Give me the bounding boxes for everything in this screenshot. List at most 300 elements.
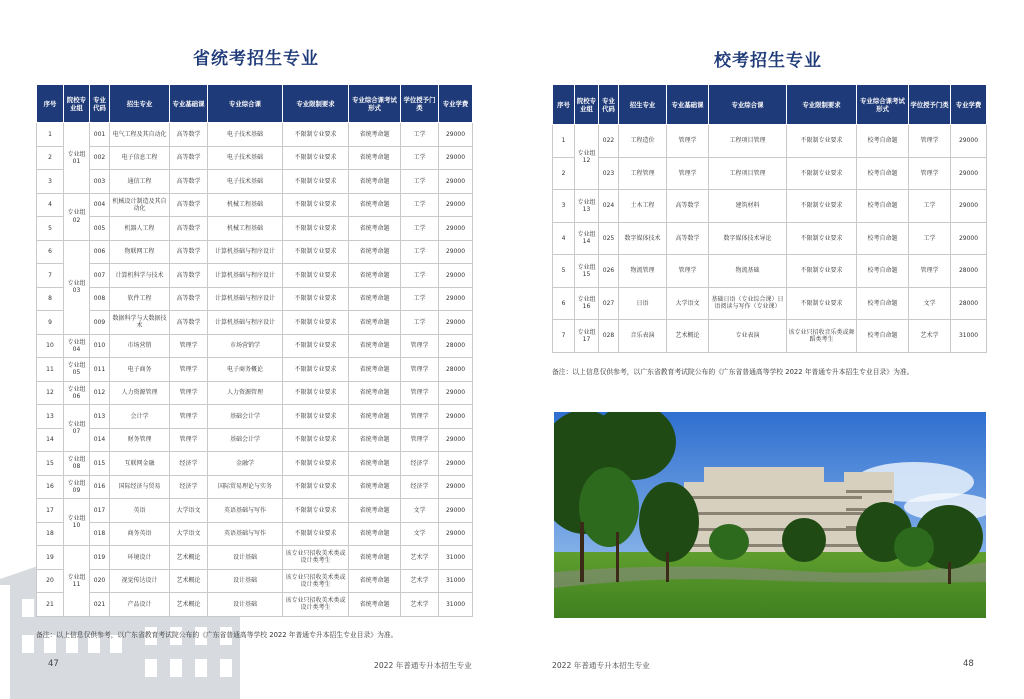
cell-code: 012 xyxy=(90,381,110,405)
cell-tuition: 29000 xyxy=(439,475,473,499)
cell-restriction: 该专业只招收音乐类或舞蹈类考生 xyxy=(787,320,857,353)
col-header-tuition: 专业学费 xyxy=(439,85,473,123)
cell-comprehensive-course: 专业表演 xyxy=(709,320,787,353)
cell-tuition: 29000 xyxy=(439,452,473,476)
cell-code: 009 xyxy=(90,311,110,335)
table-row xyxy=(37,334,473,358)
cell-index: 1 xyxy=(553,125,575,158)
cell-exam-form: 省统考命题 xyxy=(349,522,401,546)
table-row xyxy=(553,157,987,190)
cell-major: 环境设计 xyxy=(110,546,170,570)
cell-group: 专业组14 xyxy=(575,222,599,255)
cell-group: 专业组08 xyxy=(64,452,90,476)
cell-group: 专业组06 xyxy=(64,381,90,405)
cell-comprehensive-course: 机械工程基础 xyxy=(208,217,283,241)
cell-index: 14 xyxy=(37,428,64,452)
cell-comprehensive-course: 基础日语（专业综合课）日语阅读与写作（专业课） xyxy=(709,287,787,320)
table-row xyxy=(37,193,473,217)
cell-basic-course: 高等数学 xyxy=(170,146,208,170)
table-row xyxy=(37,475,473,499)
cell-degree: 文学 xyxy=(401,499,439,523)
cell-index: 11 xyxy=(37,358,64,382)
cell-exam-form: 校考自命题 xyxy=(857,255,909,288)
col-header-group: 院校专业组 xyxy=(575,85,599,125)
cell-basic-course: 大学语文 xyxy=(170,499,208,523)
table-row xyxy=(37,264,473,288)
table-row xyxy=(553,320,987,353)
col-header-major: 招生专业 xyxy=(619,85,667,125)
table-header-row xyxy=(553,85,987,125)
cell-exam-form: 省统考命题 xyxy=(349,193,401,217)
cell-exam-form: 省统考命题 xyxy=(349,287,401,311)
cell-comprehensive-course: 电子技术基础 xyxy=(208,146,283,170)
cell-index: 20 xyxy=(37,569,64,593)
cell-restriction: 不限制专业要求 xyxy=(787,125,857,158)
cell-comprehensive-course: 计算机基础与程序设计 xyxy=(208,240,283,264)
cell-comprehensive-course: 市场营销学 xyxy=(208,334,283,358)
cell-comprehensive-course: 基础会计学 xyxy=(208,428,283,452)
cell-comprehensive-course: 英语基础与写作 xyxy=(208,522,283,546)
cell-tuition: 28000 xyxy=(439,358,473,382)
cell-tuition: 28000 xyxy=(951,255,987,288)
cell-tuition: 29000 xyxy=(439,428,473,452)
cell-comprehensive-course: 物流基础 xyxy=(709,255,787,288)
table-row xyxy=(37,428,473,452)
cell-index: 10 xyxy=(37,334,64,358)
province-exam-majors-table xyxy=(36,84,473,617)
cell-index: 5 xyxy=(37,217,64,241)
cell-major: 数字媒体技术 xyxy=(619,222,667,255)
cell-degree: 艺术学 xyxy=(401,546,439,570)
cell-comprehensive-course: 计算机基础与程序设计 xyxy=(208,311,283,335)
table-row xyxy=(37,569,473,593)
cell-index: 21 xyxy=(37,593,64,617)
cell-degree: 工学 xyxy=(401,217,439,241)
cell-index: 3 xyxy=(37,170,64,194)
cell-exam-form: 省统考命题 xyxy=(349,311,401,335)
footer-caption: 2022 年普通专升本招生专业 xyxy=(552,661,650,670)
cell-basic-course: 高等数学 xyxy=(170,264,208,288)
cell-exam-form: 省统考命题 xyxy=(349,170,401,194)
cell-major: 市场营销 xyxy=(110,334,170,358)
cell-basic-course: 管理学 xyxy=(170,358,208,382)
cell-group: 专业组05 xyxy=(64,358,90,382)
cell-tuition: 29000 xyxy=(951,157,987,190)
cell-comprehensive-course: 设计基础 xyxy=(208,569,283,593)
cell-exam-form: 校考自命题 xyxy=(857,125,909,158)
cell-exam-form: 校考自命题 xyxy=(857,157,909,190)
table-row xyxy=(37,287,473,311)
table-row xyxy=(37,311,473,335)
page-number: 47 xyxy=(48,659,59,669)
cell-major: 电子信息工程 xyxy=(110,146,170,170)
cell-restriction: 不限制专业要求 xyxy=(283,170,349,194)
cell-basic-course: 高等数学 xyxy=(667,190,709,223)
cell-restriction: 不限制专业要求 xyxy=(787,255,857,288)
cell-index: 6 xyxy=(37,240,64,264)
cell-group: 专业组09 xyxy=(64,475,90,499)
cell-tuition: 29000 xyxy=(951,125,987,158)
cell-restriction: 不限制专业要求 xyxy=(787,157,857,190)
table-row xyxy=(37,170,473,194)
cell-exam-form: 校考自命题 xyxy=(857,287,909,320)
cell-code: 001 xyxy=(90,123,110,147)
cell-major: 日语 xyxy=(619,287,667,320)
cell-comprehensive-course: 金融学 xyxy=(208,452,283,476)
cell-major: 人力资源管理 xyxy=(110,381,170,405)
cell-tuition: 29000 xyxy=(439,264,473,288)
cell-tuition: 29000 xyxy=(951,190,987,223)
col-header-exam-form: 专业综合课考试形式 xyxy=(349,85,401,123)
cell-degree: 工学 xyxy=(909,222,951,255)
cell-comprehensive-course: 工程项目管理 xyxy=(709,157,787,190)
cell-restriction: 不限制专业要求 xyxy=(787,222,857,255)
cell-code: 023 xyxy=(599,157,619,190)
cell-index: 7 xyxy=(37,264,64,288)
cell-basic-course: 管理学 xyxy=(170,334,208,358)
cell-tuition: 29000 xyxy=(439,287,473,311)
cell-basic-course: 经济学 xyxy=(170,452,208,476)
cell-basic-course: 管理学 xyxy=(170,428,208,452)
cell-basic-course: 经济学 xyxy=(170,475,208,499)
cell-major: 计算机科学与技术 xyxy=(110,264,170,288)
cell-group: 专业组16 xyxy=(575,287,599,320)
cell-code: 024 xyxy=(599,190,619,223)
cell-exam-form: 省统考命题 xyxy=(349,240,401,264)
cell-major: 土木工程 xyxy=(619,190,667,223)
cell-basic-course: 艺术概论 xyxy=(667,320,709,353)
cell-comprehensive-course: 计算机基础与程序设计 xyxy=(208,264,283,288)
cell-code: 026 xyxy=(599,255,619,288)
cell-code: 013 xyxy=(90,405,110,429)
col-header-basic-course: 专业基础课 xyxy=(170,85,208,123)
cell-comprehensive-course: 电子商务概论 xyxy=(208,358,283,382)
cell-degree: 管理学 xyxy=(401,358,439,382)
cell-index: 4 xyxy=(553,222,575,255)
cell-degree: 经济学 xyxy=(401,452,439,476)
cell-comprehensive-course: 国际贸易理论与实务 xyxy=(208,475,283,499)
cell-code: 006 xyxy=(90,240,110,264)
cell-major: 音乐表演 xyxy=(619,320,667,353)
cell-group: 专业组11 xyxy=(64,546,90,617)
cell-major: 互联网金融 xyxy=(110,452,170,476)
cell-exam-form: 省统考命题 xyxy=(349,217,401,241)
cell-code: 027 xyxy=(599,287,619,320)
cell-tuition: 31000 xyxy=(439,569,473,593)
cell-restriction: 不限制专业要求 xyxy=(283,522,349,546)
cell-group: 专业组12 xyxy=(575,125,599,190)
cell-tuition: 29000 xyxy=(439,123,473,147)
cell-restriction: 不限制专业要求 xyxy=(283,311,349,335)
cell-comprehensive-course: 基础会计学 xyxy=(208,405,283,429)
cell-exam-form: 省统考命题 xyxy=(349,358,401,382)
cell-code: 018 xyxy=(90,522,110,546)
cell-basic-course: 管理学 xyxy=(170,381,208,405)
cell-code: 005 xyxy=(90,217,110,241)
cell-tuition: 29000 xyxy=(439,146,473,170)
disclaimer-note: 备注：以上信息仅供参考，以广东省教育考试院公布的《广东省普通高等学校 2022 年普通专升本招生专业目录》为准。 xyxy=(552,368,914,376)
cell-code: 017 xyxy=(90,499,110,523)
cell-basic-course: 艺术概论 xyxy=(170,546,208,570)
cell-degree: 工学 xyxy=(401,287,439,311)
cell-comprehensive-course: 工程项目管理 xyxy=(709,125,787,158)
table-row xyxy=(37,146,473,170)
cell-code: 016 xyxy=(90,475,110,499)
cell-major: 机械设计制造及其自动化 xyxy=(110,193,170,217)
cell-basic-course: 管理学 xyxy=(667,255,709,288)
cell-restriction: 不限制专业要求 xyxy=(283,452,349,476)
col-header-comprehensive-course: 专业综合课 xyxy=(709,85,787,125)
page-title-province-exam: 省统考招生专业 xyxy=(193,49,319,69)
cell-degree: 经济学 xyxy=(401,475,439,499)
cell-code: 007 xyxy=(90,264,110,288)
col-header-exam-form: 专业综合课考试形式 xyxy=(857,85,909,125)
cell-restriction: 该专业只招收美术类或设计类考生 xyxy=(283,569,349,593)
cell-restriction: 不限制专业要求 xyxy=(787,190,857,223)
cell-code: 021 xyxy=(90,593,110,617)
cell-index: 15 xyxy=(37,452,64,476)
cell-exam-form: 省统考命题 xyxy=(349,593,401,617)
cell-degree: 工学 xyxy=(909,190,951,223)
cell-index: 2 xyxy=(37,146,64,170)
cell-tuition: 29000 xyxy=(439,311,473,335)
col-header-tuition: 专业学费 xyxy=(951,85,987,125)
cell-restriction: 不限制专业要求 xyxy=(283,381,349,405)
cell-exam-form: 校考自命题 xyxy=(857,190,909,223)
table-row xyxy=(37,217,473,241)
cell-code: 002 xyxy=(90,146,110,170)
cell-code: 022 xyxy=(599,125,619,158)
cell-comprehensive-course: 设计基础 xyxy=(208,546,283,570)
col-header-group: 院校专业组 xyxy=(64,85,90,123)
cell-index: 13 xyxy=(37,405,64,429)
cell-basic-course: 艺术概论 xyxy=(170,569,208,593)
cell-exam-form: 省统考命题 xyxy=(349,452,401,476)
cell-degree: 管理学 xyxy=(401,428,439,452)
cell-major: 产品设计 xyxy=(110,593,170,617)
cell-tuition: 29000 xyxy=(951,222,987,255)
cell-exam-form: 省统考命题 xyxy=(349,546,401,570)
cell-major: 物联网工程 xyxy=(110,240,170,264)
cell-restriction: 不限制专业要求 xyxy=(283,240,349,264)
cell-basic-course: 艺术概论 xyxy=(170,593,208,617)
cell-code: 028 xyxy=(599,320,619,353)
cell-index: 12 xyxy=(37,381,64,405)
cell-restriction: 不限制专业要求 xyxy=(283,264,349,288)
table-row xyxy=(37,405,473,429)
cell-major: 视觉传达设计 xyxy=(110,569,170,593)
table-row xyxy=(553,190,987,223)
cell-group: 专业组02 xyxy=(64,193,90,240)
cell-tuition: 29000 xyxy=(439,170,473,194)
cell-group: 专业组07 xyxy=(64,405,90,452)
campus-building-photo xyxy=(554,412,986,618)
disclaimer-note: 备注：以上信息仅供参考，以广东省教育考试院公布的《广东省普通高等学校 2022 年普通专升本招生专业目录》为准。 xyxy=(36,631,398,639)
cell-index: 17 xyxy=(37,499,64,523)
cell-degree: 艺术学 xyxy=(909,320,951,353)
cell-code: 014 xyxy=(90,428,110,452)
page-title-school-exam: 校考招生专业 xyxy=(714,51,822,71)
cell-major: 会计学 xyxy=(110,405,170,429)
cell-basic-course: 管理学 xyxy=(667,157,709,190)
cell-restriction: 不限制专业要求 xyxy=(283,499,349,523)
cell-group: 专业组13 xyxy=(575,190,599,223)
cell-exam-form: 校考自命题 xyxy=(857,222,909,255)
table-row xyxy=(37,240,473,264)
cell-major: 工程管理 xyxy=(619,157,667,190)
cell-degree: 管理学 xyxy=(909,255,951,288)
cell-restriction: 不限制专业要求 xyxy=(283,475,349,499)
school-exam-majors-table xyxy=(552,84,987,353)
cell-exam-form: 省统考命题 xyxy=(349,146,401,170)
col-header-major: 招生专业 xyxy=(110,85,170,123)
cell-restriction: 不限制专业要求 xyxy=(283,358,349,382)
cell-index: 4 xyxy=(37,193,64,217)
cell-code: 008 xyxy=(90,287,110,311)
cell-exam-form: 省统考命题 xyxy=(349,428,401,452)
cell-degree: 艺术学 xyxy=(401,593,439,617)
cell-degree: 文学 xyxy=(909,287,951,320)
cell-tuition: 29000 xyxy=(439,240,473,264)
table-row xyxy=(37,593,473,617)
cell-tuition: 29000 xyxy=(439,193,473,217)
cell-index: 18 xyxy=(37,522,64,546)
cell-exam-form: 省统考命题 xyxy=(349,381,401,405)
cell-code: 025 xyxy=(599,222,619,255)
cell-comprehensive-course: 计算机基础与程序设计 xyxy=(208,287,283,311)
cell-code: 011 xyxy=(90,358,110,382)
col-header-comprehensive-course: 专业综合课 xyxy=(208,85,283,123)
cell-index: 6 xyxy=(553,287,575,320)
cell-index: 16 xyxy=(37,475,64,499)
table-row xyxy=(37,381,473,405)
cell-index: 7 xyxy=(553,320,575,353)
table-row xyxy=(37,358,473,382)
cell-tuition: 29000 xyxy=(439,217,473,241)
cell-comprehensive-course: 建筑材料 xyxy=(709,190,787,223)
cell-tuition: 29000 xyxy=(439,381,473,405)
cell-code: 015 xyxy=(90,452,110,476)
cell-exam-form: 省统考命题 xyxy=(349,475,401,499)
col-header-degree: 学位授予门类 xyxy=(909,85,951,125)
cell-basic-course: 大学语文 xyxy=(170,522,208,546)
cell-tuition: 31000 xyxy=(951,320,987,353)
cell-tuition: 29000 xyxy=(439,405,473,429)
cell-comprehensive-course: 人力资源管理 xyxy=(208,381,283,405)
col-header-basic-course: 专业基础课 xyxy=(667,85,709,125)
cell-group: 专业组10 xyxy=(64,499,90,546)
cell-exam-form: 省统考命题 xyxy=(349,499,401,523)
cell-tuition: 29000 xyxy=(439,499,473,523)
cell-restriction: 不限制专业要求 xyxy=(283,146,349,170)
cell-major: 电子商务 xyxy=(110,358,170,382)
table-row xyxy=(553,222,987,255)
cell-restriction: 不限制专业要求 xyxy=(283,405,349,429)
cell-group: 专业组17 xyxy=(575,320,599,353)
cell-basic-course: 管理学 xyxy=(667,125,709,158)
cell-index: 3 xyxy=(553,190,575,223)
cell-comprehensive-course: 数字媒体技术导论 xyxy=(709,222,787,255)
table-row xyxy=(37,546,473,570)
cell-comprehensive-course: 机械工程基础 xyxy=(208,193,283,217)
table-row xyxy=(553,255,987,288)
cell-degree: 文学 xyxy=(401,522,439,546)
cell-degree: 管理学 xyxy=(909,157,951,190)
cell-degree: 管理学 xyxy=(909,125,951,158)
cell-exam-form: 校考自命题 xyxy=(857,320,909,353)
cell-major: 物流管理 xyxy=(619,255,667,288)
cell-index: 5 xyxy=(553,255,575,288)
cell-basic-course: 高等数学 xyxy=(170,240,208,264)
cell-basic-course: 大学语文 xyxy=(667,287,709,320)
table-row xyxy=(37,123,473,147)
cell-restriction: 不限制专业要求 xyxy=(283,217,349,241)
cell-degree: 工学 xyxy=(401,170,439,194)
table-header-row xyxy=(37,85,473,123)
cell-degree: 工学 xyxy=(401,123,439,147)
cell-basic-course: 高等数学 xyxy=(667,222,709,255)
cell-restriction: 不限制专业要求 xyxy=(283,334,349,358)
cell-degree: 工学 xyxy=(401,311,439,335)
cell-code: 010 xyxy=(90,334,110,358)
cell-restriction: 该专业只招收美术类或设计类考生 xyxy=(283,546,349,570)
cell-degree: 管理学 xyxy=(401,381,439,405)
cell-group: 专业组01 xyxy=(64,123,90,194)
cell-tuition: 28000 xyxy=(951,287,987,320)
cell-tuition: 31000 xyxy=(439,593,473,617)
cell-group: 专业组03 xyxy=(64,240,90,334)
cell-basic-course: 高等数学 xyxy=(170,287,208,311)
cell-exam-form: 省统考命题 xyxy=(349,569,401,593)
col-header-code: 专业代码 xyxy=(90,85,110,123)
cell-index: 2 xyxy=(553,157,575,190)
cell-restriction: 该专业只招收美术类或设计类考生 xyxy=(283,593,349,617)
cell-major: 软件工程 xyxy=(110,287,170,311)
cell-degree: 管理学 xyxy=(401,405,439,429)
cell-major: 工程造价 xyxy=(619,125,667,158)
cell-major: 英语 xyxy=(110,499,170,523)
table-row xyxy=(37,522,473,546)
cell-index: 9 xyxy=(37,311,64,335)
col-header-index: 序号 xyxy=(37,85,64,123)
cell-degree: 工学 xyxy=(401,193,439,217)
cell-exam-form: 省统考命题 xyxy=(349,405,401,429)
cell-major: 数据科学与大数据技术 xyxy=(110,311,170,335)
cell-comprehensive-course: 设计基础 xyxy=(208,593,283,617)
cell-group: 专业组15 xyxy=(575,255,599,288)
cell-basic-course: 高等数学 xyxy=(170,311,208,335)
footer-caption: 2022 年普通专升本招生专业 xyxy=(374,661,472,670)
cell-major: 商务英语 xyxy=(110,522,170,546)
cell-restriction: 不限制专业要求 xyxy=(283,123,349,147)
cell-code: 019 xyxy=(90,546,110,570)
cell-basic-course: 高等数学 xyxy=(170,123,208,147)
cell-basic-course: 高等数学 xyxy=(170,170,208,194)
cell-basic-course: 高等数学 xyxy=(170,193,208,217)
cell-exam-form: 省统考命题 xyxy=(349,334,401,358)
cell-tuition: 28000 xyxy=(439,334,473,358)
cell-restriction: 不限制专业要求 xyxy=(283,287,349,311)
col-header-restriction: 专业限制要求 xyxy=(787,85,857,125)
col-header-code: 专业代码 xyxy=(599,85,619,125)
cell-comprehensive-course: 电子技术基础 xyxy=(208,123,283,147)
cell-tuition: 31000 xyxy=(439,546,473,570)
cell-restriction: 不限制专业要求 xyxy=(283,193,349,217)
col-header-index: 序号 xyxy=(553,85,575,125)
cell-major: 通信工程 xyxy=(110,170,170,194)
right-page xyxy=(512,0,1024,699)
table-row xyxy=(553,287,987,320)
